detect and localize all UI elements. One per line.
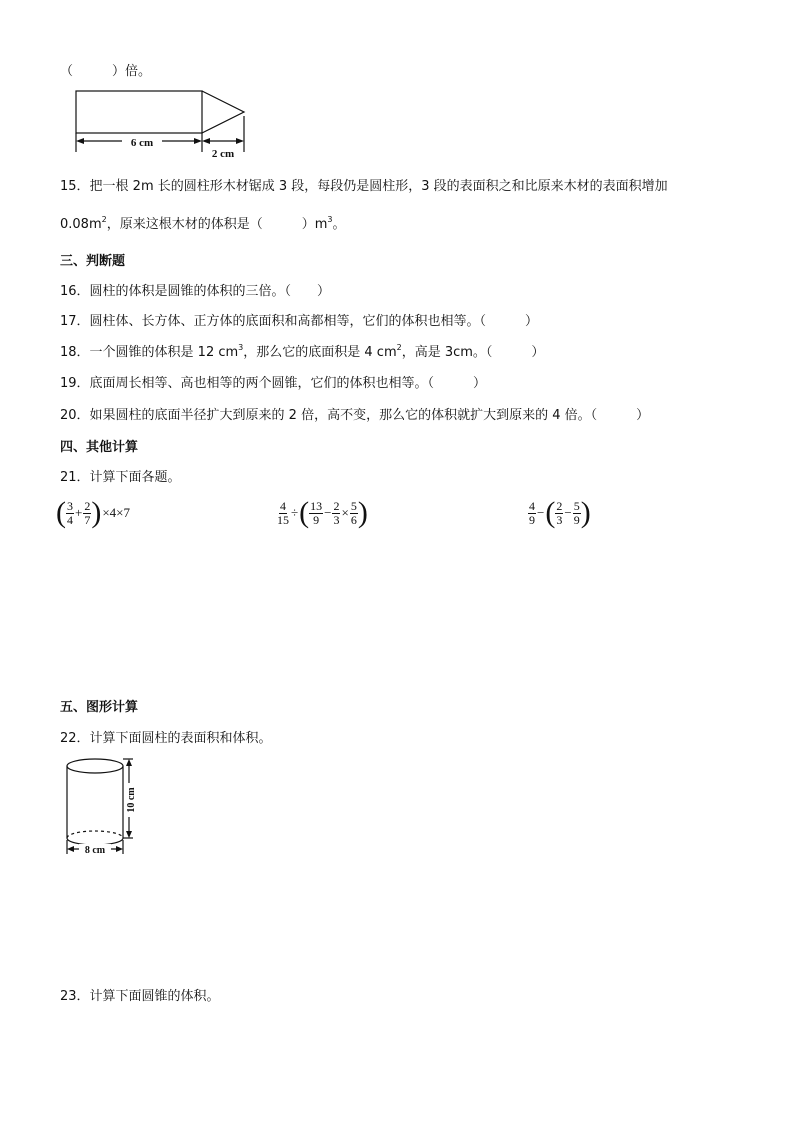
section-5-heading: 五、图形计算	[60, 700, 139, 715]
q18-sup-2: 2	[396, 343, 402, 352]
paren-open: (	[56, 496, 66, 529]
operator: −	[564, 505, 572, 520]
section-3-heading: 三、判断题	[60, 254, 126, 269]
question-22: 22．计算下面圆柱的表面积和体积。	[60, 731, 272, 746]
expression-3	[528, 496, 591, 531]
q14-answer-line: （ ）倍。	[60, 64, 152, 79]
fraction: $\frac{4}{15}$	[277, 498, 289, 527]
fraction: $\frac{5}{6}$	[350, 498, 357, 527]
fraction: $\frac{13}{9}$	[310, 498, 323, 527]
q15-text: ，原来这根木材的体积是（ ）m	[106, 217, 328, 232]
fraction: $\frac{2}{3}$	[556, 498, 563, 527]
question-17: 17．圆柱体、长方体、正方体的底面积和高都相等，它们的体积也相等。（ ）	[60, 314, 539, 329]
q18-part-b: ，那么它的底面积是 4 cm	[243, 345, 397, 360]
q18-part-c: ，高是 3cm。（ ）	[401, 345, 545, 360]
paren-close: )	[91, 496, 102, 529]
cylinder-diameter-label: 8 cm	[84, 845, 106, 856]
cylinder-height-label: 10 cm	[126, 787, 137, 813]
q15-sup-2: 2	[101, 215, 107, 224]
operator: ÷	[291, 505, 299, 520]
operator: −	[324, 505, 332, 520]
q15-sup-3: 3	[327, 215, 333, 224]
expression-1	[56, 496, 131, 531]
length-label-2cm: 2 cm	[211, 148, 235, 160]
cylinder-figure	[60, 754, 160, 858]
operator: −	[537, 505, 545, 520]
question-19: 19．底面周长相等、高也相等的两个圆锥，它们的体积也相等。（ ）	[60, 376, 487, 391]
fraction: $\frac{4}{9}$	[529, 498, 535, 527]
operator: +	[75, 505, 83, 520]
fraction: $\frac{3}{4}$	[67, 498, 73, 527]
question-18	[60, 345, 544, 361]
operator: ×	[341, 505, 349, 520]
question-23: 23．计算下面圆锥的体积。	[60, 989, 220, 1004]
q15-area-value: 0.08m	[60, 217, 102, 232]
q18-sup-1: 3	[238, 343, 244, 352]
fraction: $\frac{5}{9}$	[573, 498, 580, 527]
paren-close: )	[580, 496, 591, 529]
q18-part-a: 18．一个圆锥的体积是 12 cm	[60, 345, 239, 360]
paren-close: )	[357, 496, 368, 529]
paren-open: (	[545, 496, 556, 529]
paren-open: (	[299, 496, 310, 529]
q15-line-2	[60, 217, 345, 233]
question-20: 20．如果圆柱的底面半径扩大到原来的 2 倍，高不变，那么它的体积就扩大到原来的 4 倍。（ ）	[60, 408, 650, 423]
question-16: 16．圆柱的体积是圆锥的体积的三倍。（ ）	[60, 284, 331, 299]
fraction: $\frac{2}{3}$	[333, 498, 340, 527]
question-21: 21．计算下面各题。	[60, 470, 181, 485]
pencil-shape-figure	[70, 86, 270, 166]
fraction: $\frac{2}{7}$	[84, 498, 91, 527]
q15-end: 。	[332, 217, 346, 232]
q15-line-1: 15．把一根 2m 长的圆柱形木材锯成 3 段，每段仍是圆柱形，3 段的表面积之和比原来木材的表面积增加	[60, 179, 668, 194]
length-label-6cm: 6 cm	[130, 137, 154, 149]
section-4-heading: 四、其他计算	[60, 440, 139, 455]
expression-2	[276, 496, 368, 531]
expression-tail: ×4×7	[102, 505, 131, 520]
